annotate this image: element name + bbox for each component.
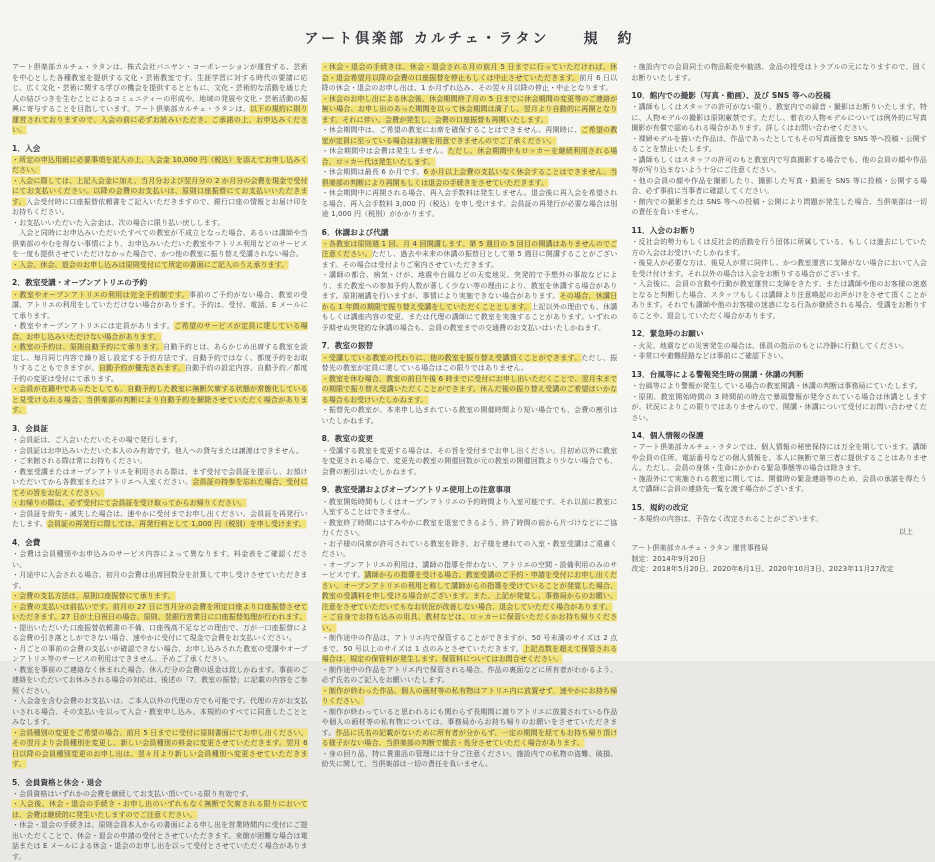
highlighted-text: その場合、休講日から 1 年間の期限で振り替え受講をしていただくこととします。 — [321, 292, 618, 311]
paragraph — [322, 188, 618, 220]
section-heading: 2．教室受講・オープンアトリエの予約 — [12, 278, 148, 288]
paragraph — [322, 239, 618, 271]
section-heading: 8．教室の変更 — [321, 434, 374, 444]
highlighted-text: 講師からの指導を受ける場合、教室受講のご予約・申請を受付にお申し出ください。オープンアトリエの利用と称して講師からの指導を受けていることが発覚した場合、教室の受講料を申し受ける場合がございます。また、上記が発覚し、事務局からのお願い、注意をさせていただいてもなお状況が改善しない場合、退会していただく場合があります。 — [321, 571, 618, 611]
body-text: ・非常口や避難経路などは事前にご確認下さい。 — [631, 352, 788, 361]
body-text: ・教室受講またはオープンアトリエを利用される際は、まず受付で会員証を提示し、お預けいただいてから各教室またはアトリエへ入室ください。 — [12, 467, 308, 487]
text-column-1 — [12, 62, 308, 862]
paragraph — [12, 456, 308, 467]
paragraph — [12, 820, 308, 862]
section-heading: 12．緊急時のお願い — [631, 329, 704, 339]
body-text: ・講師もしくはスタッフの許可がない限り、教室内での録音・撮影はお断りいたします。特に、人物モデルの撮影は原則厳禁です。ただし、着衣の人物モデルについては例外的に写真撮影が有償で認められる場合があります。詳しくはお問い合わせください。 — [631, 103, 928, 133]
text-column-3 — [631, 62, 927, 575]
paragraph — [322, 405, 618, 426]
body-text: ・台風等により警報が発生している場合の教室開講・休講の判断は事務局にていたします。 — [631, 382, 922, 391]
paragraph — [12, 321, 308, 342]
paragraph — [322, 146, 618, 167]
highlighted-text: ・制作が終わった作品、個人の画材等の私有物はアトリエ内に放置せず、速やかにお持ち帰りください。 — [321, 686, 618, 706]
section-heading: 3．会員証 — [12, 423, 49, 433]
highlighted-text: ご希望のサービスが定員に達している場合、お申し込みいただけない場合があります。 — [12, 322, 308, 341]
paragraph — [12, 789, 308, 800]
paragraph — [322, 665, 618, 686]
paragraph — [631, 279, 927, 321]
paragraph — [631, 258, 927, 279]
paragraph — [12, 446, 308, 457]
paragraph — [12, 342, 308, 384]
footer-line: アート倶楽部カルチェ・ラタン 運営事務局 — [631, 544, 769, 553]
highlighted-text: ・入会に際しては、上記入会金に加え、当月分および翌月分の 2 か月分の会費を現金で受付にてお支払いください。以降の会費のお支払いは、原則口座振替にてお支払いいただきます。 — [12, 176, 308, 206]
paragraph — [322, 518, 618, 539]
body-text: ・休会期間は最長 6 か月です。 — [321, 168, 424, 176]
columns-container — [12, 62, 927, 862]
paragraph — [322, 707, 618, 749]
paragraph — [631, 474, 927, 495]
body-text: 前月 6 日以降の休会・退会のお申し出は、1 か月ずれ込み、その翌々月以降の停止・中止となります。 — [321, 73, 618, 92]
highlighted-text: ・休会のお申し出による休会後、休会期間終了月の 5 日までに休会期間の変更等のご連絡が無い場合、お申し出のあった期間を以って休会期間は満了し、翌月より自動的に再開となります。それに伴い、会費が発生し、会費の口座振替も再開いたします。 — [321, 94, 618, 124]
section-heading: 4．会費 — [12, 537, 41, 547]
highlighted-text: ・会費の支払いは前払いです。前月の 27 日に当月分の会費を所定口座より口座振替させていただきます。27 日が土日祝日の場合、原則、翌銀行営業日に口座振替処理が行われます。 — [12, 602, 308, 622]
section-heading: 13．台風等による警報発生時の開講・休講の判断 — [631, 369, 804, 379]
highlighted-text: ・入会後、休会・退会の手続き・お申し出のいずれもなく無断で欠席される限りにおいては、会費は継続的に発生いたしますのでご注意ください。 — [12, 800, 308, 819]
text-column-2 — [322, 62, 618, 770]
paragraph — [12, 644, 308, 665]
paragraph — [12, 290, 308, 322]
paragraph — [631, 197, 927, 218]
paragraph — [12, 570, 308, 591]
section-heading: 15．規約の改定 — [631, 502, 689, 512]
body-text: ・制作が終わっていると思われるにも関わらず長期間に渡りアトリエに放置されている作品や個人の画材等の私有物については、事務局からお持ち帰りのお願いをさせていただきます。 — [321, 707, 618, 737]
highlighted-text: 以下の規約に則り運営されておりますので、入会の前に必ずお読みいただき、ご承諾の上、お申込みください。 — [12, 105, 308, 134]
highlighted-text: ・各教室は原則週 1 回、月 4 回開講します。第 5 週目の 5 回目の開講はありませんのでご注意ください。 — [321, 239, 618, 259]
paragraph — [12, 498, 308, 509]
body-text: ・会員証は、ご入会いただいたその場で発行します。 — [12, 436, 182, 445]
body-text: ・制作途中の作品をアトリエ内で保管される場合、作品の裏面などに所有者がわかるよう、必ず氏名のご記入をお願いいたします。 — [321, 665, 618, 685]
body-text: ・お支払いいただいた入会金は、次の場合に限り払い戻しします。 — [12, 218, 225, 227]
highlighted-text: 作品に氏名の記載がないために所有者が分からず、一定の期間を経てもお持ち帰り頂ける様子がない場合、当倶楽部の判断で撤去・処分させていただく場合があります。 — [321, 728, 618, 748]
paragraph — [12, 549, 308, 570]
body-text: ・会員資格はいずれかの会費を継続してお支払い頂いている限り有効です。 — [12, 789, 253, 798]
body-text: ・オープンアトリエの利用は、講師の指導を伴わない、アトリエの空間・設備利用のみのサービスです。 — [321, 560, 618, 580]
paragraph — [12, 260, 308, 271]
paragraph — [631, 442, 927, 474]
body-text: ・火災、地震などの災害発生の場合は、係員の指示のもとに冷静に行動してください。 — [631, 341, 909, 350]
paragraph — [631, 514, 927, 525]
paragraph — [322, 374, 618, 406]
paragraph — [12, 591, 308, 602]
body-text: 入会受付時に口座振替依頼書をご記入いただきますので、銀行口座の情報とお届け印をお持ちください。 — [12, 197, 308, 217]
paragraph — [12, 176, 308, 218]
paragraph — [12, 155, 308, 176]
paragraph — [631, 237, 927, 258]
paragraph — [322, 270, 618, 333]
section-heading: 9．教室受講およびオープンアトリエ使用上の注意事項 — [321, 485, 511, 495]
paragraph — [631, 155, 927, 176]
body-text: ・休会期間中は会費は発生しません。 — [321, 147, 448, 155]
body-text: ・入会後に、会員の言動や行動が教室運営に支障をきたす、または講師や他のお客様の迷惑となると判断した場合、スタッフもしくは講師より注意喚起のお声がけをさせて頂くことがあります。それでも講師や他のお客様の迷惑になる行為が継続される場合、受講をお断りすることや、退会していただく場合があります。 — [631, 280, 928, 320]
closing-mark: 以上 — [898, 527, 914, 536]
body-text: ・月途中に入会される場合、初月の会費は出席回数分を計算して申し受けさせていただきます。 — [12, 571, 308, 590]
body-text: ・アート倶楽部カルチェ・ラタンでは、個人情報の秘密保持には万全を期しています。講師や会員の住所、電話番号などの個人情報を、本人に無断で第三者に提供することはありません。ただし、会員の身体・生命にかかわる緊急事態等の場合は除きます。 — [631, 443, 928, 473]
paragraph — [322, 62, 618, 94]
body-text: ・施設外にて実施される教室に関しては、開催時の緊急連絡等のため、会員の承諾を得たうえで講師に会員の連絡先一覧を渡す場合がございます。 — [631, 474, 928, 494]
body-text: ・原則、教室開始時間の 3 時間前の時点で暴風警報が発令されている場合は休講としますが、状況によりこの限りではありませんので、開講・休講について受付にお問い合わせください。 — [631, 392, 928, 422]
paragraph — [12, 62, 308, 136]
paragraph — [12, 228, 308, 260]
paragraph — [12, 623, 308, 644]
body-text: ・振替先の教室が、本来申し込まれている教室の開催時間より短い場合でも、会費の割引はいたしかねます。 — [321, 406, 618, 425]
paragraph — [322, 633, 618, 665]
paragraph — [12, 665, 308, 697]
body-text: ・講師もしくはスタッフの許可のもと教室内で写真撮影する場合でも、他の会員の顔や作品等が写り込まないよう十分にご注意ください。 — [631, 155, 928, 175]
highlighted-text: ・教室やオープンアトリエの利用は完全予約制です。 — [12, 290, 190, 299]
paragraph — [631, 102, 927, 134]
highlighted-text: ・受講している教室の代わりに、他の教室を振り替え受講頂くことができます。 — [321, 353, 582, 362]
body-text: ・館内での撮影または SNS 等への投稿・公開により問題が発生した場合、当倶楽部は一切の責任を負いません。 — [631, 197, 928, 217]
body-text: ・教室終了時間にはすみやかに教室を退室できるよう、終了時間の前から片づけなどにご協力ください。 — [321, 518, 618, 538]
highlighted-text: ・教室を休む場合、教室の前日午後 6 時までに受付にお申し出いただくことで、翌月末までの期限で振り替え受講いただくことができます。休んだ後の振り替え受講のご希望はいかなる場合もお受けいたしかねます。 — [321, 374, 618, 404]
paragraph — [322, 353, 618, 374]
paragraph — [322, 749, 618, 770]
highlighted-text: ご希望の教室が定員に至っている場合はお席を用意できませんのでご了承ください。 — [321, 126, 618, 145]
body-text: 入会と同時にお申込みいただいたすべての教室が不成立となった場合、あるいは講師や当倶楽部のやむを得ない事情により、お申込みいただいた教室やアトリエ利用などのサービスを一度も提供させていただけなかった場合で、かつ他の教室に振り替え受講されない場合。 — [12, 229, 308, 259]
paragraph — [631, 381, 927, 392]
body-text: ・月ごとの事前の会費の支払いが確認できない場合、お申し込みされた教室の受講やオープンアトリエ等のサービスの利用はできません。予めご了承ください。 — [12, 644, 308, 664]
body-text: ただし、過去や未来の休講の振替日として第 5 週目に開講することがございます。その場合は受付よりご案内させていただきます。 — [321, 250, 618, 269]
highlighted-text: 会員証の再発行に際しては、再発行料として 1,000 円（税別）を申し受けます。 — [46, 520, 306, 529]
paragraph — [322, 686, 618, 707]
paragraph — [322, 612, 618, 633]
body-text: 上記以外の理由でも、休講もしくは講座内容の変更、または代理の講師にて教室を実施することがあります。いずれの予期せぬ突発的な休講の場合も、会員の教室までの交通費のお支払いはいたしかねます。 — [321, 302, 618, 332]
page-title: アート倶楽部 カルチェ・ラタン 規 約 — [304, 31, 635, 47]
body-text: アート倶楽部カルチェ・ラタンは、株式会社パニヤン・コーポレーションが運営する、芸術を中心とした各種教室を提供する文化・芸術教室です。生涯学習に対する時代の要請に応じ、広く文化・芸術に関する学びの機会を提供するとともに、文化・芸術的な活動を通じた人の結びつきを生むことによるコミュニティーの形成や、地域の発展や文化・芸術活動の振興に寄与することを目指しています。アート倶楽部カルチェ・ラタンは、 — [12, 63, 308, 113]
highlighted-text: ・会員が在籍中であったとしても、自動予約した教室に無断欠席する状態が常態化していると見受けられる場合、当倶楽部の判断により自動予約を解除させていただく場合があります。 — [12, 385, 308, 415]
body-text: ・お子様の同席が許可されている教室を除き、お子様を連れての入室・教室受講はご遠慮ください。 — [321, 539, 618, 559]
paragraph — [631, 176, 927, 197]
highlighted-text: ただし、休会期間中もロッカーを継続利用される場合、ロッカー代は発生いたします。 — [321, 147, 618, 166]
section-heading: 7．教室の振替 — [321, 341, 374, 351]
highlighted-text: ・所定の申込用紙に必要事項を記入の上、入会金 10,000 円（税込）を添えてお申し込みください。 — [12, 155, 308, 175]
body-text: ・受講する教室を変更する場合は、その旨を受付までお申し出ください。月初め以外に教室を変更される場合で、変更先の教室の開催回数が元の教室の開催回数より少ない場合でも、会費の割引はいたしかねます。 — [321, 446, 618, 476]
highlighted-text: ・入会、休会、退会のお申し込みは原則受付にて所定の書面にご記入のうえ承ります。 — [12, 260, 289, 269]
paragraph — [631, 341, 927, 352]
body-text: ・教室やオープンアトリエには定員があります。 — [12, 322, 175, 331]
highlighted-text: ・会費の支払方法は、原則口座振替にて承ります。 — [12, 592, 175, 601]
body-text: ・会員証はお申込みいただいた本人のみ有効です。他人への貸与または譲渡はできません。 — [12, 446, 303, 455]
body-text: ただし、振替先の教室が定員に達している場合はこの限りではありません。 — [321, 353, 618, 373]
section-heading: 1．入会 — [12, 143, 41, 153]
highlighted-text: ・休会・退会の手続きは、休会・退会される月の前月 5 日までに行っていただければ、休会・退会希望月以降の会費の口座振替を停止もしくは中止させていただきます。 — [321, 63, 618, 82]
paragraph — [322, 125, 618, 146]
highlighted-text: 上記点数を超えて保管される場合は、規定の保管料が発生します。保管料についてはお問合せください。 — [321, 644, 618, 664]
body-text: ・入会金を含む会費のお支払いは、ご本人以外の代理の方でも可能です。代理の方がお支払いされる場合、その支払いを以って入会・教室申し込み、本規約のすべてに同意したこととみなします。 — [12, 697, 308, 727]
body-text: ・反社会的勢力もしくは反社会的活動を行う団体に所属している、もしくは過去にしていた方の入会はお受けいたしかねます。 — [631, 238, 928, 257]
section-heading: 10．館内での撮影（写真・動画）、及び SNS 等への投稿 — [631, 91, 831, 100]
paragraph — [12, 435, 308, 446]
footer-line: 改定：2018年5月20日、2020年6月1日、2020年10月3日、2023年11月27改定 — [631, 565, 894, 574]
paragraph — [322, 539, 618, 560]
body-text: ・会員証を紛失・滅失した場合は、速やかに受付までお申し出ください。会員証を再発行いたします。 — [12, 509, 308, 529]
paragraph — [12, 602, 308, 623]
highlighted-text: ・ご自身でお持ち込みの用具、教材などは、ロッカーに保管いただくかお持ち帰りください。 — [321, 613, 618, 632]
body-text: 事前のご予約がない場合、教室の受講、アトリエの利用をしていただけない場合があります。予約は、受付、電話、E メールにて承ります。 — [12, 290, 308, 320]
highlighted-text: ・会員種別の変更をご希望の場合、前月 5 日までに受付に原則書面にてお申し出ください。その翌月より会員種別を変更し、新しい会員種別の料金に変更させていただきます。翌月 6 日以降の会員種別変更のお申し出は、翌々月より新しい会員種別へ変更させていただきます。 — [12, 728, 308, 769]
section-heading: 14．個人情報の保護 — [631, 431, 704, 441]
section-heading: 6．休講および代講 — [321, 227, 389, 237]
paragraph — [322, 94, 618, 126]
paragraph — [12, 696, 308, 728]
highlighted-text: ・お帰りの際は、必ず受付にて会員証を受け取ってからお帰りください。 — [12, 499, 247, 508]
body-text: ・休会期間中は、ご希望の教室にお席を確保することはできません。再開時に、 — [321, 126, 582, 134]
paragraph — [631, 351, 927, 362]
body-text: 自動予約とは、あらかじめ出席する教室を設定し、毎月同じ内容で繰り返し設定する予約方法です。自動予約ではなく、都度予約をお取りすることもできますが、 — [12, 343, 308, 373]
paragraph — [322, 167, 618, 188]
body-text: ・ご来館される際は常にお持ちください。 — [12, 457, 147, 466]
paragraph — [631, 392, 927, 424]
paragraph — [631, 62, 927, 83]
paragraph — [322, 446, 618, 478]
body-text: ・裸婦モデルを描いた作品は、作品であったとしてもその写真画像を SNS 等へ投稿・公開することを禁止いたします。 — [631, 134, 928, 154]
body-text: ・教室開始時間もしくはオープンアトリエの予約時間より入室可能です。それ以前に教室に入室することはできません。 — [321, 497, 618, 517]
body-text: ・教室を事前のご連絡なく休まれた場合、休んだ分の会費の返金は致しかねます。事前のご連絡をいただいてお休みされる場合の対応は、後述の「7．教室の振替」に記載の内容をご参照ください。 — [12, 665, 308, 695]
body-text: ・本規約の内容は、予告なく改定されることがございます。 — [631, 515, 823, 524]
body-text: ・他の会員の顔や作品を撮影したり、撮影した写真・動画を SNS 等に投稿・公開する場合、必ず事前に当事者に確認してください。 — [631, 176, 928, 196]
body-text: ・後見人が必要な方は、後見人が常に同伴し、かつ教室運営に支障がない場合において入会を受け付けます。それ以外の場合は入会をお断りする場合がございます。 — [631, 259, 928, 278]
body-text: ・制作途中の作品は、アトリエ内で保管することができますが、50 号未満のサイズは 2 点まで、50 号以上のサイズは 1 点のみとさせていただきます。 — [321, 634, 618, 653]
body-text: ・提出いただいた口座振替依頼書の不備、口座残高不足などの理由で、万が一口座振替による会費の引き落としができない場合、速やかに受付にて現金で会費をお支払いください。 — [12, 623, 308, 643]
paragraph — [322, 497, 618, 518]
paragraph — [12, 799, 308, 820]
paragraph — [631, 134, 927, 155]
section-heading: 11．入会のお断り — [631, 225, 696, 235]
highlighted-text: 6 か月以上会費の支払いなく休会することはできません。当倶楽部の判断により再開もしくは退会の手続きをさせていただきます。 — [321, 168, 618, 187]
body-text: ・休会・退会の手続きは、原則会員本人からの書面による申し出を営業時間内に受付にご提出いただくことで、休会・退会の申請の受付とさせていただきます。来館が困難な場合は電話または E メールによる休会・退会のお申し出を以って受付とさせていただく場合があります。 — [12, 821, 308, 861]
paragraph — [12, 218, 308, 229]
highlighted-text: 会員証の持参を忘れた場合、受付にてその旨をお伝えください。 — [12, 478, 308, 497]
body-text: ・講師の都合、病気・けが、地震や台風などの天変地災、突発的で予想外の事故などにより、また教室への参加予約人数が著しく少ない等の理由により、教室を休講する場合があります。原則補講を行いますが、事情により実施できない場合があります。 — [321, 271, 618, 301]
paragraph — [12, 728, 308, 770]
highlighted-text: 自動予約が優先されます。 — [98, 364, 185, 373]
footer-line: 制定：2014年9月20日 — [631, 554, 706, 563]
paragraph — [12, 509, 308, 530]
body-text: ・会費は会員種別やお申込みのサービス内容によって異なります。料金表をご確認ください。 — [12, 550, 308, 569]
body-text: ・身の回り品、特に貴重品の管理には十分ご注意ください。施設内での私物の盗難、破損、紛失に関して、当倶楽部は一切の責任を負いません。 — [321, 749, 618, 769]
body-text: 自動予約の設定内容、自動予約／都度予約の変更は受付にて承ります。 — [12, 364, 308, 383]
paragraph — [12, 384, 308, 416]
section-heading: 5．会員資格と休会・退会 — [12, 777, 103, 787]
body-text: ・施設内での会員同士の物品販売や勧誘、金品の授受はトラブルの元になりますので、固くお断りいたします。 — [631, 63, 928, 82]
highlighted-text: ・教室の予約は、原則自動予約にて承ります。 — [12, 343, 164, 352]
paragraph — [12, 467, 308, 499]
paragraph — [322, 560, 618, 613]
body-text: ・休会期間中に再開される場合、再入会手数料は発生しません。退会後に再入会を希望される場合、再入会手数料 3,000 円（税込）を申し受けます。会員証の再発行が必要な場合は別途 1,000 円（税別）がかかります。 — [321, 189, 618, 218]
